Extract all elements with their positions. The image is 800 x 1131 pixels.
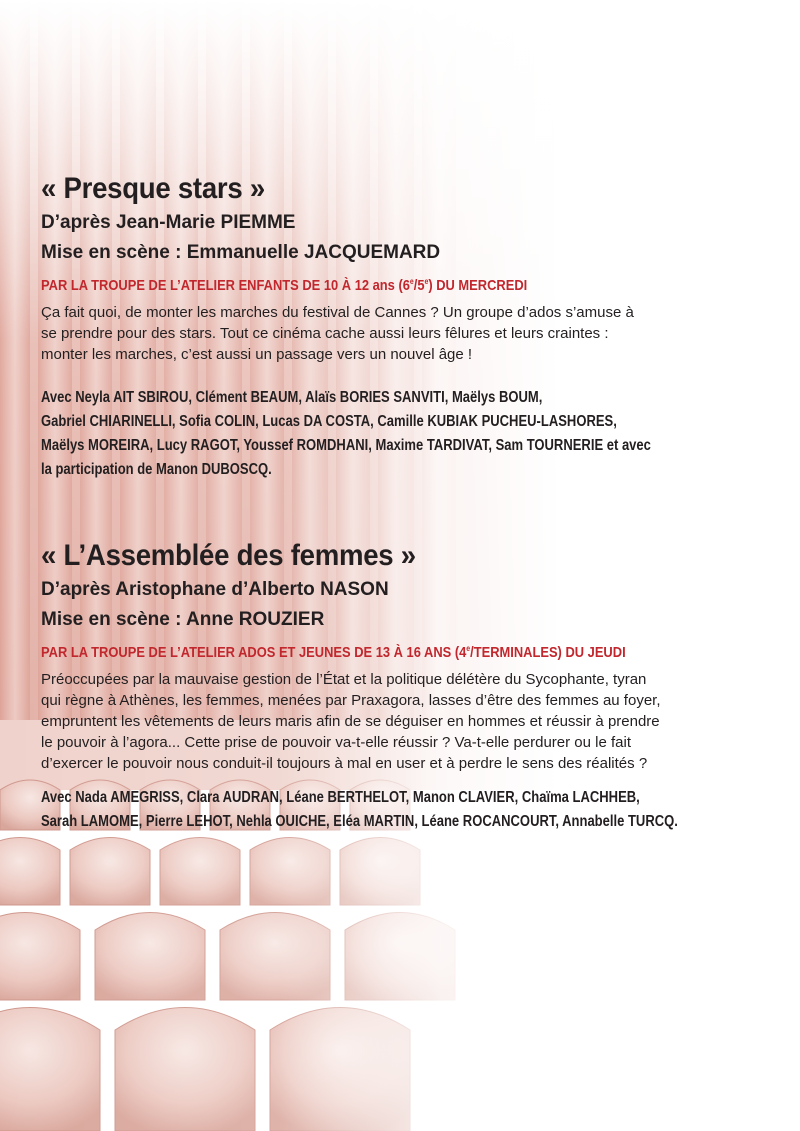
play-author: D’après Jean-Marie PIEMME	[41, 212, 296, 233]
troupe-text: /TERMINALES) DU JEUDI	[470, 644, 626, 661]
play-director: Mise en scène : Anne ROUZIER	[41, 609, 325, 630]
troupe-line	[41, 272, 660, 296]
cast-line: Maëlys MOREIRA, Lucy RAGOT, Youssef ROMDHANI, Maxime TARDIVAT, Sam TOURNERIE et avec	[41, 437, 651, 454]
play-presque-stars	[41, 170, 761, 482]
play-cast	[41, 786, 761, 834]
troupe-sup: e	[424, 277, 429, 286]
description-line: d’exercer le pouvoir nous conduit-il toujours à mal en user et à perdre le sens des réalités ?	[41, 755, 648, 772]
troupe-text: ) DU MERCREDI	[428, 277, 528, 294]
troupe-sup: e	[466, 644, 471, 653]
cast-line: Avec Nada AMEGRISS, Clara AUDRAN, Léane BERTHELOT, Manon CLAVIER, Chaïma LACHHEB,	[41, 789, 640, 806]
troupe-line	[41, 639, 660, 663]
description-line: se prendre pour des stars. Tout ce cinéma cache aussi leurs fêlures et leurs craintes :	[41, 325, 609, 342]
play-author: D’après Aristophane d’Alberto NASON	[41, 579, 389, 600]
play-title: « Presque stars »	[41, 172, 265, 205]
cast-line: Sarah LAMOME, Pierre LEHOT, Nehla OUICHE, Eléa MARTIN, Léane ROCANCOURT, Annabelle TURCQ.	[41, 813, 678, 830]
description-line: empruntent les vêtements de leurs maris afin de se déguiser en hommes et réussir à prendre	[41, 713, 660, 730]
troupe-text: PAR LA TROUPE DE L’ATELIER ENFANTS DE 10 À 12 ans (6	[41, 277, 410, 294]
cast-line: Gabriel CHIARINELLI, Sofia COLIN, Lucas DA COSTA, Camille KUBIAK PUCHEU-LASHORES,	[41, 413, 617, 430]
description-line: Préoccupées par la mauvaise gestion de l’État et la politique délétère du Sycophante, tyran	[41, 671, 647, 688]
play-cast	[41, 386, 761, 482]
play-director: Mise en scène : Emmanuelle JACQUEMARD	[41, 242, 441, 263]
description-line: Ça fait quoi, de monter les marches du festival de Cannes ? Un groupe d’ados s’amuse à	[41, 304, 634, 321]
play-title: « L’Assemblée des femmes »	[41, 539, 416, 572]
description-line: le pouvoir à l’agora... Cette prise de pouvoir va-t-elle réussir ? Va-t-elle perdurer ou le fait	[41, 734, 632, 751]
play-assemblee-des-femmes	[41, 537, 761, 834]
description-line: monter les marches, c’est aussi un passage vers un nouvel âge !	[41, 346, 473, 363]
play-description	[41, 302, 761, 365]
program-content	[41, 170, 761, 834]
troupe-text: PAR LA TROUPE DE L’ATELIER ADOS ET JEUNES DE 13 À 16 ANS (4	[41, 644, 467, 661]
play-description	[41, 669, 761, 774]
troupe-sup: e	[409, 277, 414, 286]
description-line: qui règne à Athènes, les femmes, menées par Praxagora, lasses d’être des femmes au foyer,	[41, 692, 661, 709]
troupe-text: /5	[413, 277, 425, 294]
cast-line: la participation de Manon DUBOSCQ.	[41, 461, 272, 478]
cast-line: Avec Neyla AIT SBIROU, Clément BEAUM, Alaïs BORIES SANVITI, Maëlys BOUM,	[41, 389, 543, 406]
